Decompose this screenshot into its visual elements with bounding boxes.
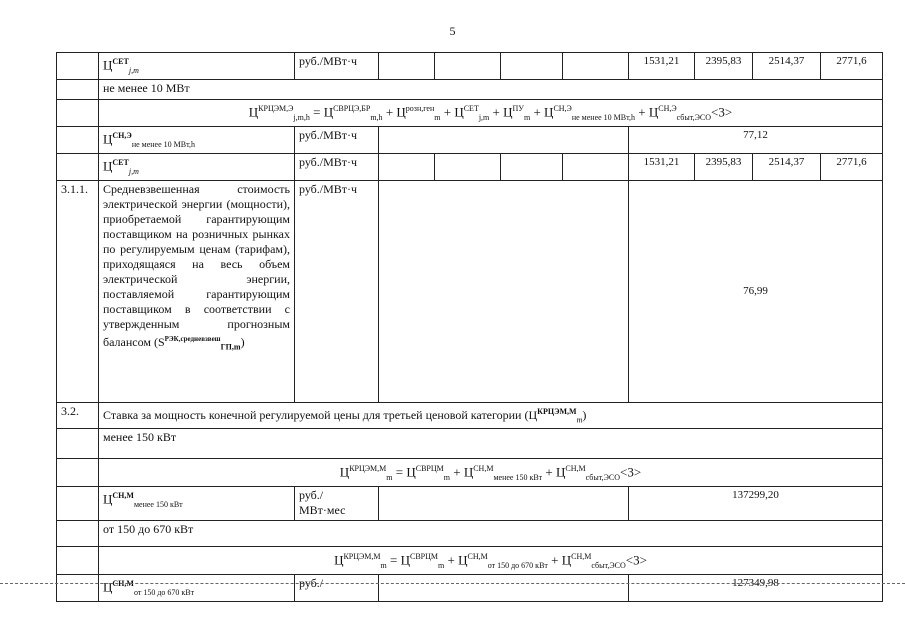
table-row [57, 153, 883, 180]
table-row [57, 429, 883, 459]
formula: $Ц^{КРЦЭМ,М}_m = Ц^{СВРЦМ}_m + Ц^{СН,М}_{менее 150 кВт} + Ц^{СН,М}_{сбыт,ЭСО}<3>$ [99, 459, 883, 487]
formula: $Ц^{КРЦЭМ,Э}_{j,m,h} = Ц^{СВРЦЭ,БР}_{m,h} + Ц^{розн,ген}_m + Ц^{СЕТ}_{j,m} + Ц^{ПУ}_m + Ц^{СН,Э}_{не менее 10 МВт,h} + Ц^{СН,Э}_{сбыт,ЭСО}<3>$ [99, 99, 883, 126]
section-description: Средневзвешенная стоимость электрической энергии (мощности), приобретаемой гарантирующим поставщиком на розничных рынках по регулируемым ценам (тарифам), приходящаяся на весь объем электрической энергии, поставляемой гарантирующим поставщиком в соответствии с утвержденным прогнозным балансом $(S^{РЭК,средневзвеш}_{ГП,m})$ [99, 180, 295, 402]
value-cell: 2514,37 [753, 53, 821, 80]
subheading: не менее 10 МВт [99, 79, 883, 99]
table-row [57, 180, 883, 402]
value-cell: 137299,20 [629, 487, 883, 521]
table-row [57, 575, 883, 602]
table-row [57, 53, 883, 80]
section-description: Ставка за мощность конечной регулируемой цены для третьей ценовой категории $(Ц^{КРЦЭМ,М}_m)$ [99, 402, 883, 428]
value-cell: 2395,83 [695, 153, 753, 180]
page-cut-line [0, 583, 905, 584]
table-row [57, 487, 883, 521]
table-row [57, 79, 883, 99]
subheading: от 150 до 670 кВт [99, 521, 883, 547]
symbol-cell: $Ц^{СН,Э}_{не менее 10 МВт,h}$ [99, 126, 295, 153]
symbol-cell: $Ц^{СН,М}_{от 150 до 670 кВт}$ [99, 575, 295, 602]
unit-cell: руб./МВт·ч [295, 180, 379, 402]
value-cell: 1531,21 [629, 53, 695, 80]
unit-cell: руб./МВт·ч [295, 53, 379, 80]
unit-cell: руб./ [295, 575, 379, 602]
value-cell: 77,12 [629, 126, 883, 153]
value-cell: 127349,98 [629, 575, 883, 602]
value-cell: 2771,6 [821, 53, 883, 80]
value-cell: 2514,37 [753, 153, 821, 180]
table-row [57, 402, 883, 428]
subheading: менее 150 кВт [99, 429, 883, 459]
table-row [57, 126, 883, 153]
value-cell: 76,99 [629, 180, 883, 402]
section-number: 3.2. [57, 402, 99, 428]
table-row [57, 547, 883, 575]
symbol-cell: $Ц^{СЕТ}_{j,m}$ [99, 53, 295, 80]
unit-cell: руб./ МВт·мес [295, 487, 379, 521]
value-cell: 1531,21 [629, 153, 695, 180]
table-row [57, 99, 883, 126]
value-cell: 2771,6 [821, 153, 883, 180]
table-row [57, 459, 883, 487]
table-row [57, 521, 883, 547]
symbol-cell: $Ц^{СН,М}_{менее 150 кВт}$ [99, 487, 295, 521]
formula: $Ц^{КРЦЭМ,М}_m = Ц^{СВРЦМ}_m + Ц^{СН,М}_{от 150 до 670 кВт} + Ц^{СН,М}_{сбыт,ЭСО}<3>$ [99, 547, 883, 575]
value-cell: 2395,83 [695, 53, 753, 80]
page-number: 5 [449, 24, 456, 38]
symbol-cell: $Ц^{СЕТ}_{j,m}$ [99, 153, 295, 180]
section-number: 3.1.1. [57, 180, 99, 402]
unit-cell: руб./МВт·ч [295, 126, 379, 153]
unit-cell: руб./МВт·ч [295, 153, 379, 180]
tariff-table [56, 52, 883, 602]
